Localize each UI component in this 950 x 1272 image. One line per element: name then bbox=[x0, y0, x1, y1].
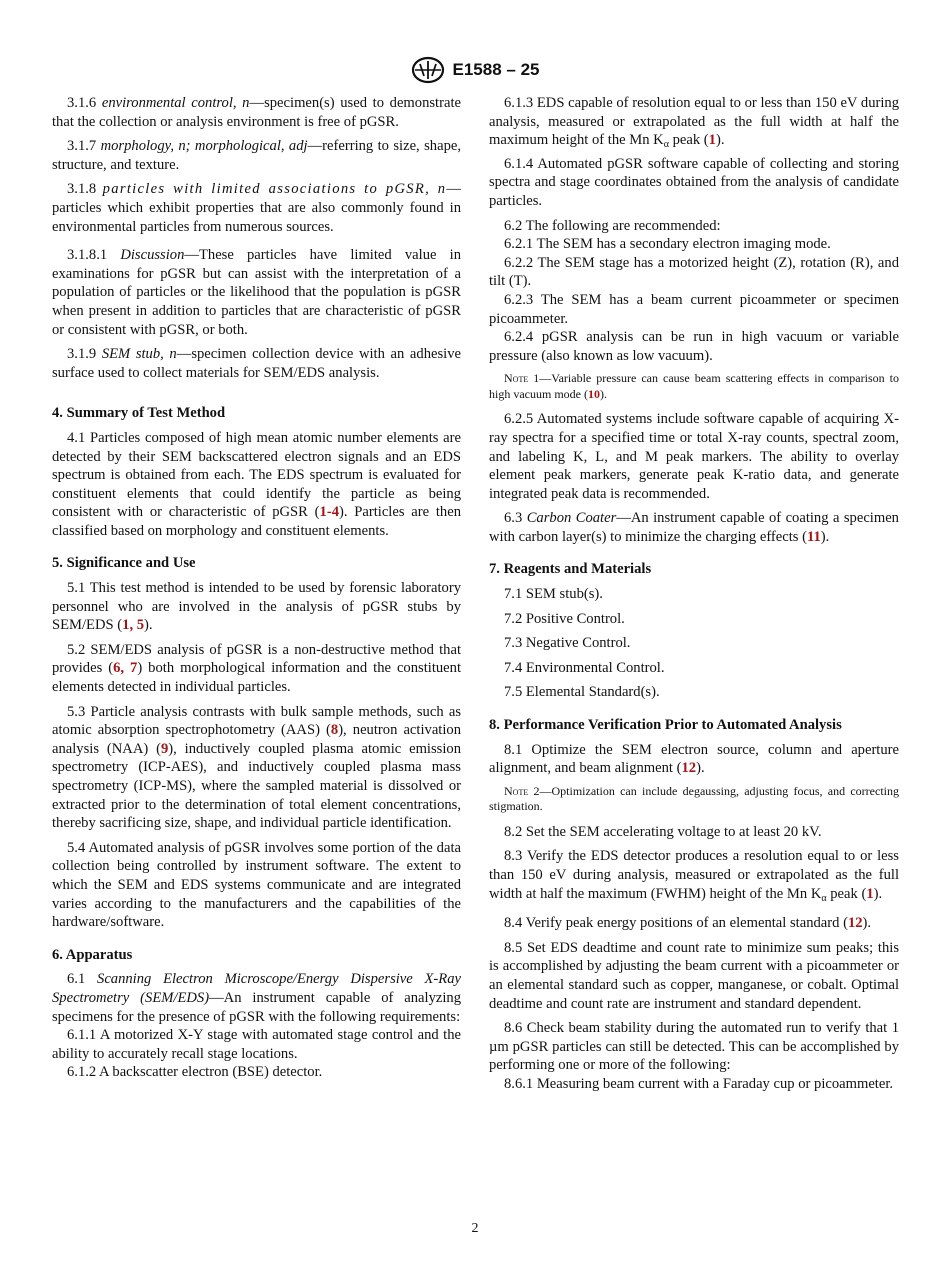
list-item: 7.1 SEM stub(s). bbox=[504, 586, 603, 603]
para-6-2-5: 6.2.5 Automated systems include software capable of acquiring X-ray spectra for a specified time or total X-ray counts, spectral zoom, and labeling K, L, and M peak markers. The ability to overlay element peak markers, generate peak K-ratio data, and generate integrated peak data is recommended. bbox=[489, 411, 899, 502]
reference-link[interactable]: 7 bbox=[130, 660, 138, 677]
page-header bbox=[0, 56, 950, 84]
para-6-3: 6.3 Carbon Coater—An instrument capable of coating a specimen with carbon layer(s) to minimize the charging effects (11). bbox=[489, 510, 899, 545]
left-column bbox=[52, 94, 461, 1082]
page-number: 2 bbox=[471, 1221, 479, 1236]
list-item: 7.3 Negative Control. bbox=[504, 635, 631, 652]
para-8-3: 8.3 Verify the EDS detector produces a resolution equal to or less than 150 eV during analysis, measured or extrapolated as the full width at half the maximum (FWHM) height of the Mn $K_\alpha$ peak (1). bbox=[489, 848, 899, 904]
para-6-1-4: 6.1.4 Automated pGSR software capable of collecting and storing spectra and stage coordinates obtained from the analysis of candidate particles. bbox=[489, 155, 899, 209]
para-4-1: 4.1 Particles composed of high mean atomic number elements are detected by their SEM backscattered electron signals and an EDS spectrum is obtained from each. The EDS spectrum is evaluated for constituent elements that could identify the particle as being consistent with or characteristic of pGSR (1-4). Particles are then classified based on morphology and constituent elements. bbox=[52, 429, 461, 539]
standard-designation: E1588 – 25 bbox=[452, 59, 540, 79]
reference-link[interactable]: 9 bbox=[160, 740, 169, 757]
right-column bbox=[489, 94, 899, 1094]
reference-link[interactable]: 5 bbox=[136, 617, 145, 634]
para-8-4: 8.4 Verify peak energy positions of an elemental standard (12). bbox=[504, 915, 872, 932]
reference-link[interactable]: 12 bbox=[681, 760, 697, 777]
para-8-1: 8.1 Optimize the SEM electron source, column and aperture alignment, and beam alignment (12). bbox=[489, 741, 899, 777]
reference-link[interactable]: 10 bbox=[587, 386, 600, 401]
note-1: Note 1—Variable pressure can cause beam scattering effects in comparison to high vacuum mode (10). bbox=[489, 371, 899, 401]
para-5-3: 5.3 Particle analysis contrasts with bulk sample methods, such as atomic absorption spectrophotometry (AAS) (8), neutron activation analysis (NAA) (9), inductively coupled plasma atomic emission spectrometry (ICP-AES), and inductively coupled plasma mass spectrometry (ICP-MS), where the sampled material is dissolved or extracted prior to the determination of total element concentrations, thereby sacrificing size, shape, and individual particle identification. bbox=[52, 703, 461, 832]
para-6-1: 6.1 Scanning Electron Microscope/Energy Dispersive X-Ray Spectrometry (SEM/EDS)—An instrument capable of analyzing specimens for the presence of pGSR with the following requirements: bbox=[52, 971, 462, 1025]
para-6-2-3: 6.2.3 The SEM has a beam current picoammeter or specimen picoammeter. bbox=[489, 291, 899, 327]
para-6-1-1: 6.1.1 A motorized X-Y stage with automated stage control and the ability to accurately recall stage locations. bbox=[52, 1027, 461, 1062]
para-8-2: 8.2 Set the SEM accelerating voltage to at least 20 kV. bbox=[504, 823, 822, 840]
para-8-6: 8.6 Check beam stability during the automated run to verify that 1 µm pGSR particles can still be detected. This can be accomplished by performing one or more of the following: bbox=[489, 1020, 899, 1074]
section-4-heading: 4. Summary of Test Method bbox=[52, 405, 226, 422]
para-3-1-8-1: 3.1.8.1 Discussion—These particles have limited value in examinations for pGSR but can assist with the interpretation of a population of particles or the likelihood that the population is pGSR when present in addition to particles that are characteristic of pGSR or consistent with pGSR, or both. bbox=[52, 247, 461, 338]
reference-link[interactable]: 1 bbox=[708, 132, 716, 149]
note-2: Note 2—Optimization can include degaussing, adjusting focus, and correcting stigmation. bbox=[489, 783, 899, 814]
reference-link[interactable]: 12 bbox=[847, 915, 863, 932]
section-6-heading: 6. Apparatus bbox=[52, 946, 133, 963]
list-item: 7.4 Environmental Control. bbox=[504, 659, 665, 676]
section-7-heading: 7. Reagents and Materials bbox=[489, 561, 652, 578]
section-5-heading: 5. Significance and Use bbox=[52, 555, 196, 572]
list-item: 7.2 Positive Control. bbox=[504, 610, 625, 627]
para-3-1-9: 3.1.9 SEM stub, n—specimen collection device with an adhesive surface used to collect materials for SEM/EDS analysis. bbox=[52, 346, 461, 381]
para-5-2: 5.2 SEM/EDS analysis of pGSR is a non-destructive method that provides (6, 7) both morphological information and the constituent elements detected in individual particles. bbox=[52, 641, 461, 696]
reference-link[interactable]: 8 bbox=[330, 722, 339, 739]
para-6-1-2: 6.1.2 A backscatter electron (BSE) detector. bbox=[67, 1064, 323, 1081]
para-3-1-6: 3.1.6 environmental control, n—specimen(s) used to demonstrate that the collection or analysis environment is free of pGSR. bbox=[52, 95, 461, 130]
list-item: 7.5 Elemental Standard(s). bbox=[504, 684, 660, 701]
para-6-2-1: 6.2.1 The SEM has a secondary electron imaging mode. bbox=[504, 236, 831, 253]
para-6-2-2: 6.2.2 The SEM stage has a motorized height (Z), rotation (R), and tilt (T). bbox=[489, 254, 899, 290]
reference-link[interactable]: 6 bbox=[113, 660, 121, 677]
para-6-2: 6.2 The following are recommended: bbox=[504, 217, 721, 234]
reference-link[interactable]: 1 bbox=[122, 617, 130, 634]
para-8-6-1: 8.6.1 Measuring beam current with a Faraday cup or picoammeter. bbox=[504, 1075, 894, 1092]
section-8-heading: 8. Performance Verification Prior to Automated Analysis bbox=[489, 717, 842, 734]
para-5-1: 5.1 This test method is intended to be used by forensic laboratory personnel who are involved in the analysis of pGSR stubs by SEM/EDS (1, 5). bbox=[52, 580, 461, 634]
astm-logo-icon bbox=[411, 56, 445, 84]
para-6-1-3: 6.1.3 EDS capable of resolution equal to or less than 150 eV during analysis, measured or extrapolated as the full width at half the maximum height of the Mn $K_\alpha$ peak (1). bbox=[489, 95, 899, 151]
reference-link[interactable]: 1 bbox=[866, 885, 874, 902]
para-8-5: 8.5 Set EDS deadtime and count rate to minimize sum peaks; this is accomplished by adjusting the beam current with a picoammeter or an elemental standard such as copper, manganese, or cobalt. Optimal deadtime and count rate are instrument and standard dependent. bbox=[489, 939, 899, 1012]
para-3-1-7: 3.1.7 morphology, n; morphological, adj—referring to size, shape, structure, and texture. bbox=[52, 138, 461, 173]
para-3-1-8: 3.1.8 particles with limited associations to pGSR, n—particles which exhibit properties that are also commonly found in environmental particles from numerous sources. bbox=[52, 181, 461, 235]
reference-link[interactable]: 1-4 bbox=[319, 504, 339, 521]
reference-link[interactable]: 11 bbox=[806, 528, 821, 545]
para-6-2-4: 6.2.4 pGSR analysis can be run in high vacuum or variable pressure (also known as low vacuum). bbox=[489, 329, 899, 364]
para-5-4: 5.4 Automated analysis of pGSR involves some portion of the data collection being controlled by instrument software. The extent to which the SEM and EDS systems communicate and are integrated varies according to the manufacturers and the capabilities of the hardware/software. bbox=[52, 839, 461, 931]
